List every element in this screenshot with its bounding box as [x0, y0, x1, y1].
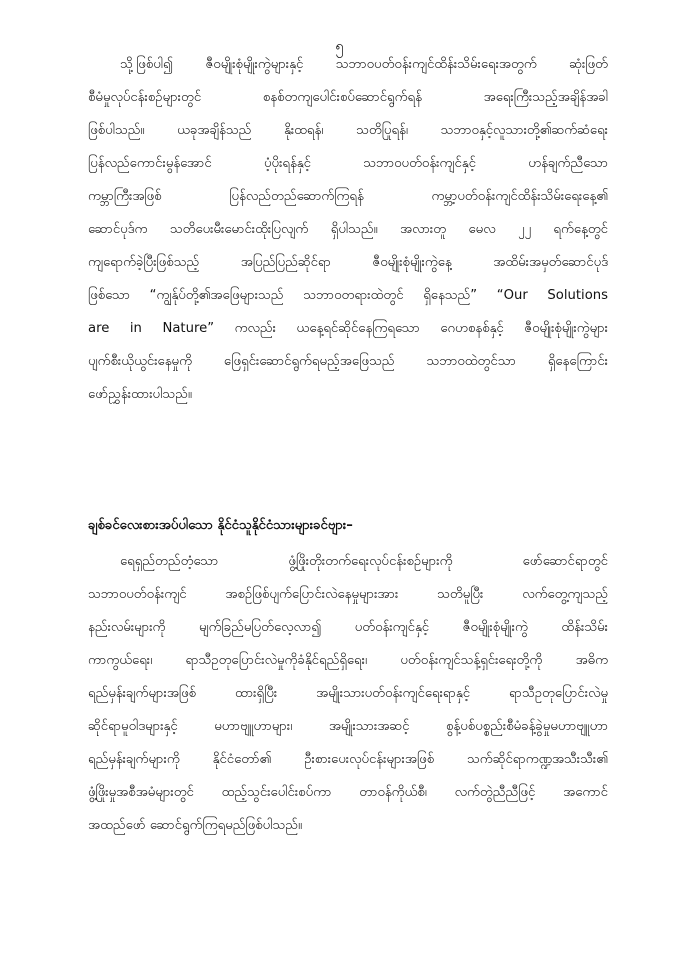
paragraph-line: ပျက်စီးယိုယွင်းနေမှုကို ဖြေရှင်းဆောင်ရွက်ရမည့်အဖြေသည် သဘာဝထဲတွင်သာ ရှိနေကြောင်း: [88, 354, 608, 369]
section-heading: ချစ်ခင်လေးစားအပ်ပါသော နိုင်ငံသူနိုင်ငံသားများခင်ဗျား–: [88, 518, 353, 533]
paragraph-line: ဆောင်ပုဒ်က သတိပေးမီးမောင်းထိုးပြလျက် ရှိပါသည်။ အလားတူ မေလ ၂၂ ရက်နေ့တွင်: [88, 222, 608, 237]
paragraph-line: ကျရောက်ခဲ့ပြီးဖြစ်သည့် အပြည်ပြည်ဆိုင်ရာ ဇီဝမျိုးစုံမျိုးကွဲနေ့ အထိမ်းအမှတ်ဆောင်ပုဒ်: [88, 255, 608, 270]
paragraph-line: ဖွံ့ဖြိုးမှုအစီအမံများတွင် ထည့်သွင်းပေါင်းစပ်ကာ တာဝန်ကိုယ်စီ၊ လက်တွဲညီညီဖြင့် အကောင်: [88, 785, 608, 800]
paragraph-line: ရည်မှန်းချက်များအဖြစ် ထားရှိပြီး အမျိုးသားပတ်ဝန်းကျင်ရေးရာနှင့် ရာသီဥတုပြောင်းလဲမှု: [88, 686, 608, 701]
paragraph-line: ဖြစ်ပါသည်။ ယခုအချိန်သည် နိုးထရန်၊ သတိပြုရန်၊ သဘာဝနှင့်လူသားတို့၏ဆက်ဆံရေး: [88, 123, 608, 138]
paragraph-line: အထည်ဖော် ဆောင်ရွက်ကြရမည်ဖြစ်ပါသည်။: [88, 818, 302, 833]
paragraph-2: [88, 545, 608, 842]
paragraph-line: ဆိုင်ရာမူဝါဒများနှင့် မဟာဗျူဟာများ၊ အမျိုးသားအဆင့် စွန့်ပစ်ပစ္စည်းစီမံခန့်ခွဲမှုမဟာဗျူဟာ: [88, 719, 608, 734]
paragraph-line: သဘာဝပတ်ဝန်းကျင် အစဉ်ဖြစ်ပျက်ပြောင်းလဲနေမှုများအား သတိမူပြီး လက်တွေ့ကျသည့်: [88, 587, 608, 602]
paragraph-line: ရေရှည်တည်တံ့သော ဖွံ့ဖြိုးတိုးတက်ရေးလုပ်ငန်းစဉ်များကို ဖော်ဆောင်ရာတွင်: [120, 554, 608, 569]
paragraph-1: [88, 48, 608, 411]
paragraph-line: ဖော်ညွှန်းထားပါသည်။: [88, 387, 192, 402]
paragraph-line: are in Nature” ကလည်း ယနေ့ရင်ဆိုင်နေကြရသော ဂေဟစနစ်နှင့် ဇီဝမျိုးစုံမျိုးကွဲများ: [88, 321, 608, 336]
paragraph-line: နည်းလမ်းများကို မျက်ခြည်မပြတ်လေ့လာ၍ ပတ်ဝန်းကျင်နှင့် ဇီဝမျိုးစုံမျိုးကွဲ ထိန်းသိမ်း: [88, 620, 608, 635]
paragraph-line: သို့ဖြစ်ပါ၍ ဇီဝမျိုးစုံမျိုးကွဲများနှင့် သဘာဝပတ်ဝန်းကျင်ထိန်းသိမ်းရေးအတွက် ဆုံးဖြတ်: [120, 57, 608, 72]
paragraph-line: ကာကွယ်ရေး၊ ရာသီဥတုပြောင်းလဲမှုကိုခံနိုင်ရည်ရှိရေး၊ ပတ်ဝန်းကျင်သန့်ရှင်းရေးတို့ကို အဓိက: [88, 653, 608, 668]
paragraph-line: ဖြစ်သော “ကျွန်ုပ်တို့၏အဖြေများသည် သဘာဝတရားထဲတွင် ရှိနေသည်” “Our Solutions: [88, 288, 608, 303]
paragraph-line: ကမ္ဘာကြီးအဖြစ် ပြန်လည်တည်ဆောက်ကြရန် ကမ္ဘာ့ပတ်ဝန်းကျင်ထိန်းသိမ်းရေးနေ့၏: [88, 189, 608, 204]
paragraph-line: ပြန်လည်ကောင်းမွန်အောင် ပံ့ပိုးရန်နှင့် သဘာဝပတ်ဝန်းကျင်နှင့် ဟန်ချက်ညီသော: [88, 156, 608, 171]
paragraph-line: ရည်မှန်းချက်များကို နိုင်ငံတော်၏ ဦးစားပေးလုပ်ငန်းများအဖြစ် သက်ဆိုင်ရာကဏ္ဍအသီးသီး၏: [88, 752, 608, 767]
page-number: ၅: [335, 37, 344, 55]
paragraph-line: စီမံမှုလုပ်ငန်းစဉ်များတွင် စနစ်တကျပေါင်းစပ်ဆောင်ရွက်ရန် အရေးကြီးသည့်အချိန်အခါ: [88, 90, 608, 105]
